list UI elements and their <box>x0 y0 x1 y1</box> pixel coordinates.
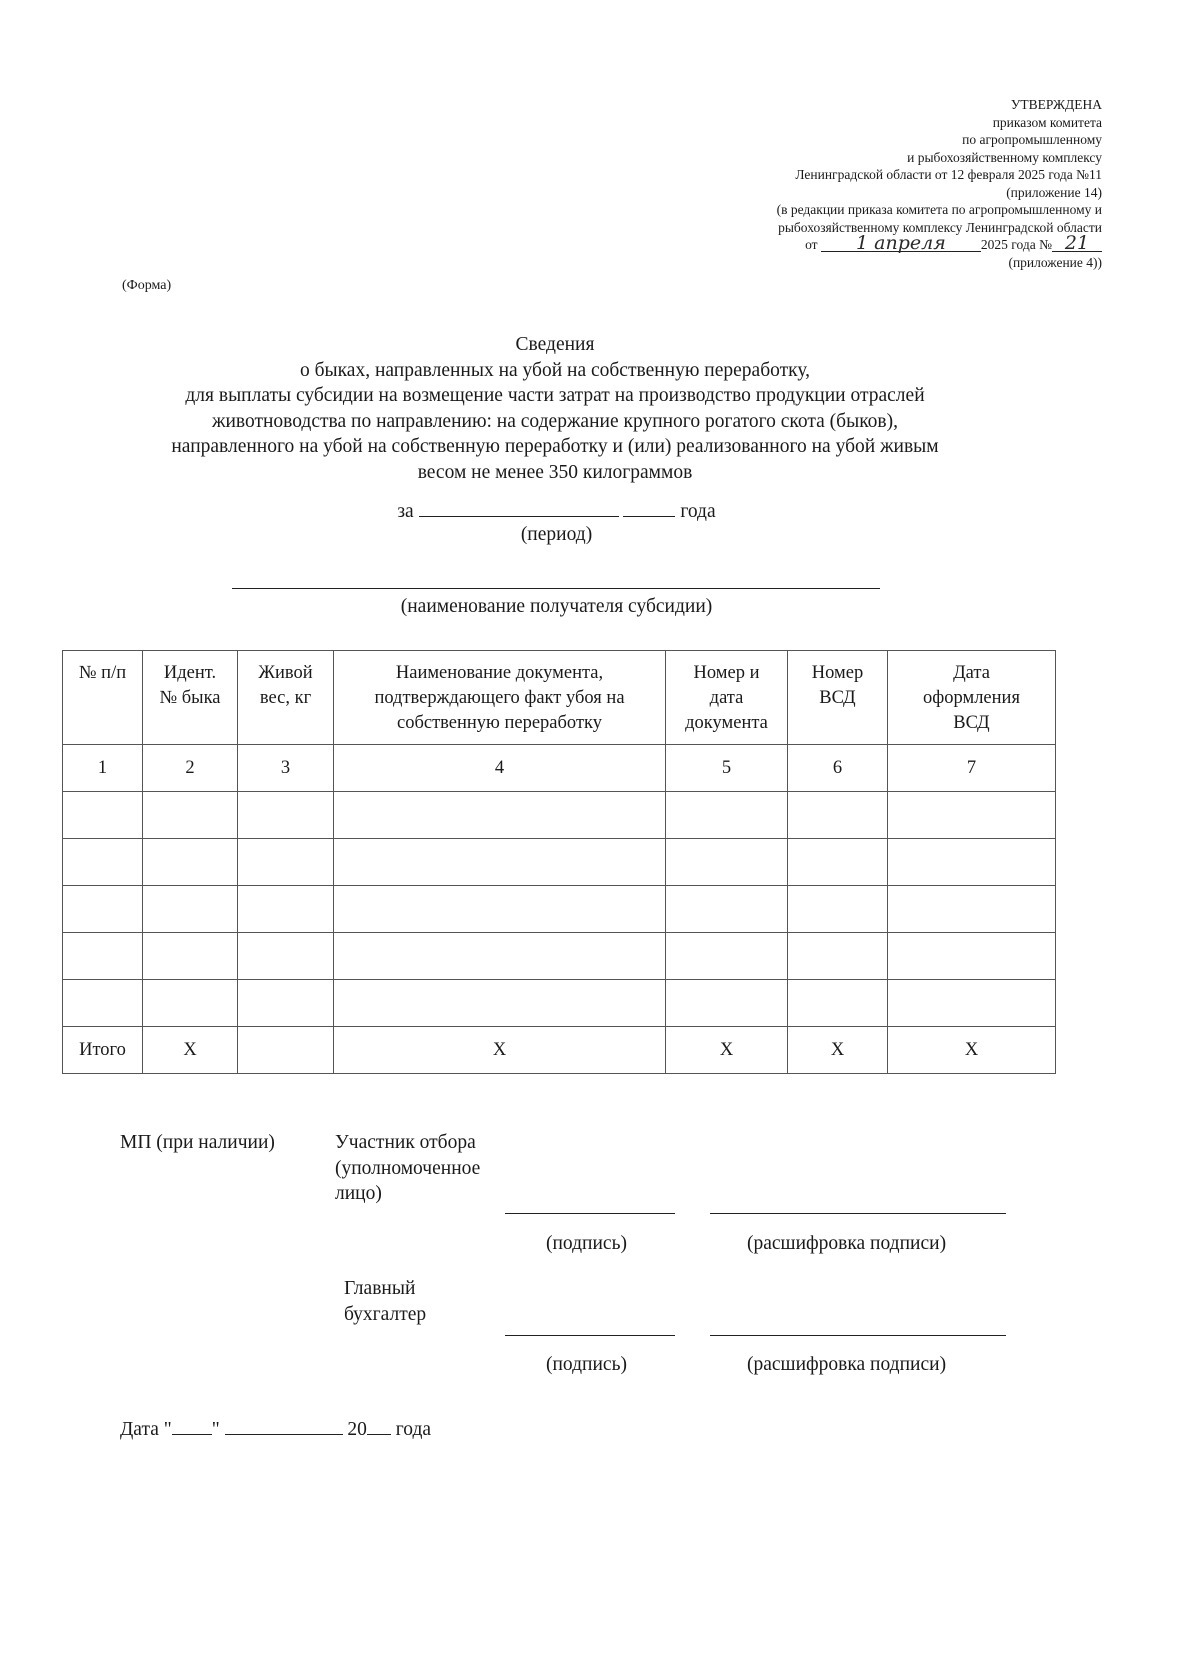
period-field[interactable] <box>419 500 619 517</box>
title-line: направленного на убой на собственную переработку и (или) реализованного на убой живым <box>171 436 939 458</box>
total-cell: Х <box>666 1027 788 1074</box>
table-cell[interactable] <box>143 980 238 1027</box>
date-mid: " <box>211 1419 220 1440</box>
table-cell[interactable] <box>238 980 334 1027</box>
column-number: 6 <box>788 745 888 792</box>
approval-date-handwritten: 1 апреля <box>821 236 981 252</box>
table-cell[interactable] <box>334 933 666 980</box>
total-cell: Итого <box>63 1027 143 1074</box>
approval-date-prefix: от <box>805 237 818 252</box>
document-title <box>110 332 1000 486</box>
date-day-field[interactable] <box>172 1418 212 1435</box>
table-cell[interactable] <box>888 886 1056 933</box>
table-cell[interactable] <box>63 792 143 839</box>
column-number: 1 <box>63 745 143 792</box>
table-cell[interactable] <box>788 792 888 839</box>
column-number: 2 <box>143 745 238 792</box>
stamp-label: МП (при наличии) <box>120 1132 275 1153</box>
column-number: 3 <box>238 745 334 792</box>
form-label: (Форма) <box>122 278 172 293</box>
table-cell[interactable] <box>888 980 1056 1027</box>
date-suffix: года <box>395 1419 432 1440</box>
title-line: о быках, направленных на убой на собственную переработку, <box>299 359 811 381</box>
accountant-decode-field[interactable] <box>710 1335 1006 1336</box>
table-cell[interactable] <box>888 933 1056 980</box>
accountant-label: Главный бухгалтер <box>344 1278 427 1325</box>
table-cell[interactable] <box>788 933 888 980</box>
date-century: 20 <box>347 1419 367 1440</box>
period-row <box>0 500 1113 523</box>
period-caption: (период) <box>520 524 593 545</box>
column-number: 5 <box>666 745 788 792</box>
table-cell[interactable] <box>888 792 1056 839</box>
date-year-field[interactable] <box>367 1418 391 1435</box>
table-cell[interactable] <box>143 792 238 839</box>
table-cell[interactable] <box>238 792 334 839</box>
participant-sign-caption: (подпись) <box>546 1233 627 1254</box>
participant-label: Участник отбора (уполномоченное лицо) <box>335 1132 481 1204</box>
approval-date-line <box>682 232 1102 254</box>
accountant-signature-field[interactable] <box>505 1335 675 1336</box>
approval-line: приказом комитета <box>992 114 1102 130</box>
total-cell: Х <box>788 1027 888 1074</box>
table-row <box>63 933 1056 980</box>
approval-year: 2025 года <box>980 237 1036 252</box>
table-row <box>63 980 1056 1027</box>
participant-signature-field[interactable] <box>505 1213 675 1214</box>
table-row <box>63 792 1056 839</box>
period-suffix: года <box>680 501 716 522</box>
table-cell[interactable] <box>63 886 143 933</box>
table-cell[interactable] <box>666 933 788 980</box>
table-row <box>63 839 1056 886</box>
total-cell[interactable] <box>238 1027 334 1074</box>
approval-line: рыбохозяйственному комплексу Ленинградской области <box>778 219 1102 235</box>
approval-line: и рыбохозяйственному комплексу <box>907 149 1102 165</box>
bulls-table <box>62 650 1056 1074</box>
title-line: для выплаты субсидии на возмещение части затрат на производство продукции отраслей <box>185 385 925 407</box>
table-cell[interactable] <box>63 980 143 1027</box>
table-cell[interactable] <box>666 839 788 886</box>
date-prefix: Дата " <box>120 1419 172 1440</box>
table-cell[interactable] <box>888 839 1056 886</box>
table-cell[interactable] <box>788 886 888 933</box>
column-number-row <box>63 745 1056 792</box>
table-cell[interactable] <box>334 839 666 886</box>
table-cell[interactable] <box>63 933 143 980</box>
approval-line: УТВЕРЖДЕНА <box>1010 97 1102 112</box>
table-cell[interactable] <box>788 980 888 1027</box>
approval-line: (приложение 14) <box>1006 184 1102 200</box>
approval-appendix-note: (приложение 4)) <box>1008 254 1102 270</box>
header-cell: № п/п <box>63 651 143 745</box>
header-cell: Дата оформления ВСД <box>888 651 1056 745</box>
table-cell[interactable] <box>143 933 238 980</box>
table-cell[interactable] <box>334 792 666 839</box>
accountant-sign-caption: (подпись) <box>546 1354 627 1375</box>
participant-decode-caption: (расшифровка подписи) <box>747 1233 947 1254</box>
table-header-row <box>63 651 1056 745</box>
header-cell: Идент. № быка <box>143 651 238 745</box>
title-heading: Сведения <box>515 334 595 355</box>
table-cell[interactable] <box>334 980 666 1027</box>
approval-line: по агропромышленному <box>962 132 1102 147</box>
approval-line: (в редакции приказа комитета по агропромышленному и <box>776 202 1102 217</box>
header-cell: Живой вес, кг <box>238 651 334 745</box>
period-prefix: за <box>397 501 414 522</box>
header-cell: Номер ВСД <box>788 651 888 745</box>
table-cell[interactable] <box>143 886 238 933</box>
total-row <box>63 1027 1056 1074</box>
total-cell: Х <box>334 1027 666 1074</box>
recipient-caption: (наименование получателя субсидии) <box>400 596 713 617</box>
header-cell: Номер и дата документа <box>666 651 788 745</box>
date-line <box>120 1417 431 1443</box>
header-cell: Наименование документа, подтверждающего факт убоя на собственную переработку <box>334 651 666 745</box>
approval-line: Ленинградской области от 12 февраля 2025 года №11 <box>795 167 1102 182</box>
approval-number-prefix: № <box>1039 237 1052 252</box>
column-number: 4 <box>334 745 666 792</box>
table-cell[interactable] <box>238 839 334 886</box>
approval-block <box>682 96 1102 271</box>
table-cell[interactable] <box>666 980 788 1027</box>
table-cell[interactable] <box>63 839 143 886</box>
total-cell: Х <box>888 1027 1056 1074</box>
title-line: весом не менее 350 килограммов <box>417 461 693 483</box>
table-row <box>63 886 1056 933</box>
table-cell[interactable] <box>238 933 334 980</box>
table-cell[interactable] <box>334 886 666 933</box>
table-cell[interactable] <box>238 886 334 933</box>
date-month-field[interactable] <box>225 1418 343 1435</box>
participant-decode-field[interactable] <box>710 1213 1006 1214</box>
table-cell[interactable] <box>666 792 788 839</box>
table-cell[interactable] <box>666 886 788 933</box>
total-cell: Х <box>143 1027 238 1074</box>
recipient-field[interactable] <box>232 588 880 589</box>
table-cell[interactable] <box>788 839 888 886</box>
title-line: животноводства по направлению: на содержание крупного рогатого скота (быков), <box>211 410 898 432</box>
period-year-field[interactable] <box>623 500 675 517</box>
approval-number-handwritten: 21 <box>1052 236 1102 252</box>
column-number: 7 <box>888 745 1056 792</box>
accountant-decode-caption: (расшифровка подписи) <box>747 1354 947 1375</box>
table-cell[interactable] <box>143 839 238 886</box>
